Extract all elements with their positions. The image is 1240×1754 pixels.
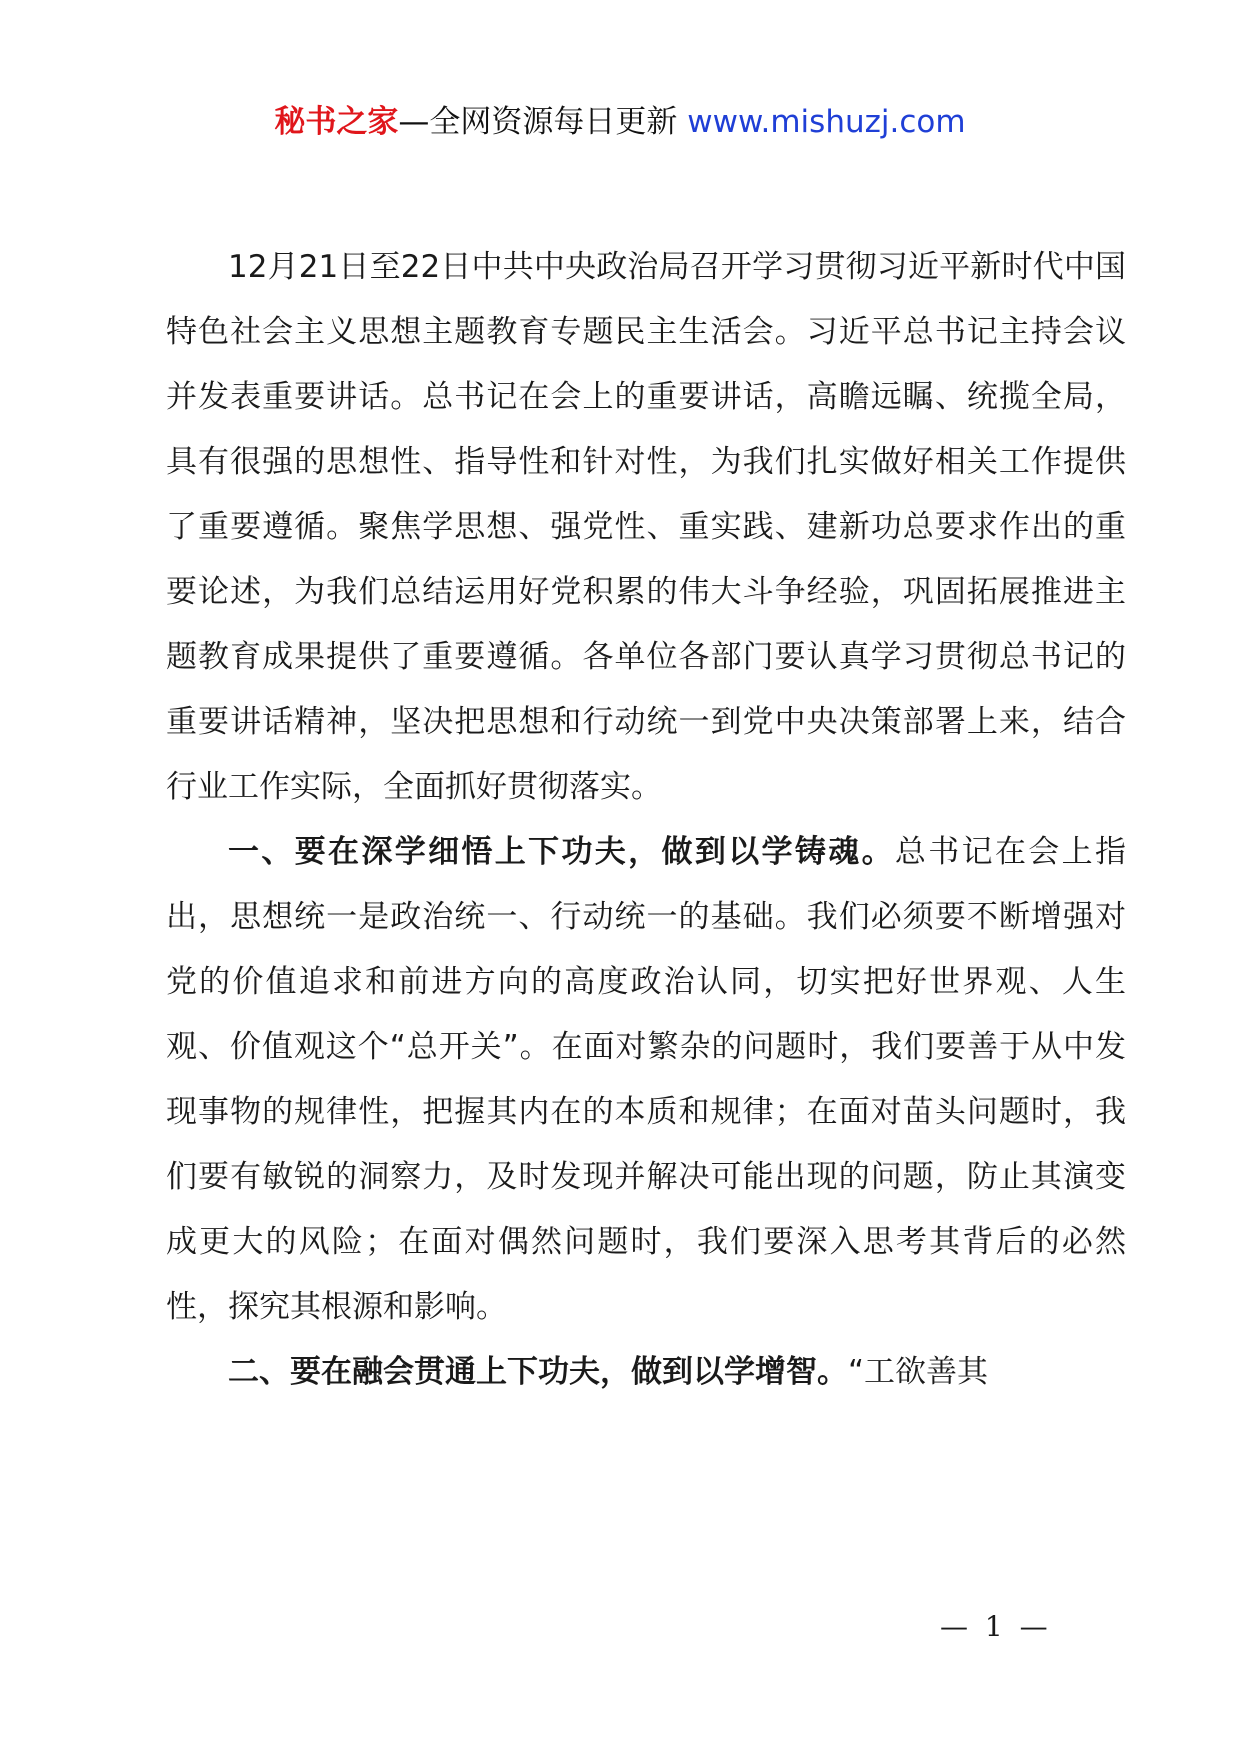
site-header (0, 100, 1240, 144)
site-url-link[interactable]: www.mishuzj.com (687, 104, 966, 140)
document-body (166, 235, 1126, 1405)
intro-paragraph: 12月21日至22日中共中央政治局召开学习贯彻习近平新时代中国特色社会主义思想主题教育专题民主生活会。习近平总书记主持会议并发表重要讲话。总书记在会上的重要讲话，高瞻远瞩、统揽全局，具有很强的思想性、指导性和针对性，为我们扎实做好相关工作提供了重要遵循。聚焦学思想、强党性、重实践、建新功总要求作出的重要论述，为我们总结运用好党积累的伟大斗争经验，巩固拓展推进主题教育成果提供了重要遵循。各单位各部门要认真学习贯彻总书记的重要讲话精神，坚决把思想和行动统一到党中央决策部署上来，结合行业工作实际，全面抓好贯彻落实。 (166, 249, 1126, 805)
page-number: — 1 — (940, 1610, 1052, 1643)
section-1-text: 总书记在会上指出，思想统一是政治统一、行动统一的基础。我们必须要不断增强对党的价值追求和前进方向的高度政治认同，切实把好世界观、人生观、价值观这个“总开关”。在面对繁杂的问题时，我们要善于从中发现事物的规律性，把握其内在的本质和规律；在面对苗头问题时，我们要有敏锐的洞察力，及时发现并解决可能出现的问题，防止其演变成更大的风险；在面对偶然问题时，我们要深入思考其背后的必然性，探究其根源和影响。 (166, 834, 1126, 1325)
section-2-text: “工欲善其 (848, 1354, 989, 1390)
brand-name: 秘书之家 (274, 104, 399, 140)
header-tagline: —全网资源每日更新 (398, 104, 688, 140)
section-1-heading: 一、要在深学细悟上下功夫，做到以学铸魂。 (228, 834, 895, 870)
section-1-paragraph (166, 820, 1126, 1340)
section-2-paragraph (166, 1340, 1126, 1405)
section-2-heading: 二、要在融会贯通上下功夫，做到以学增智。 (228, 1354, 848, 1390)
